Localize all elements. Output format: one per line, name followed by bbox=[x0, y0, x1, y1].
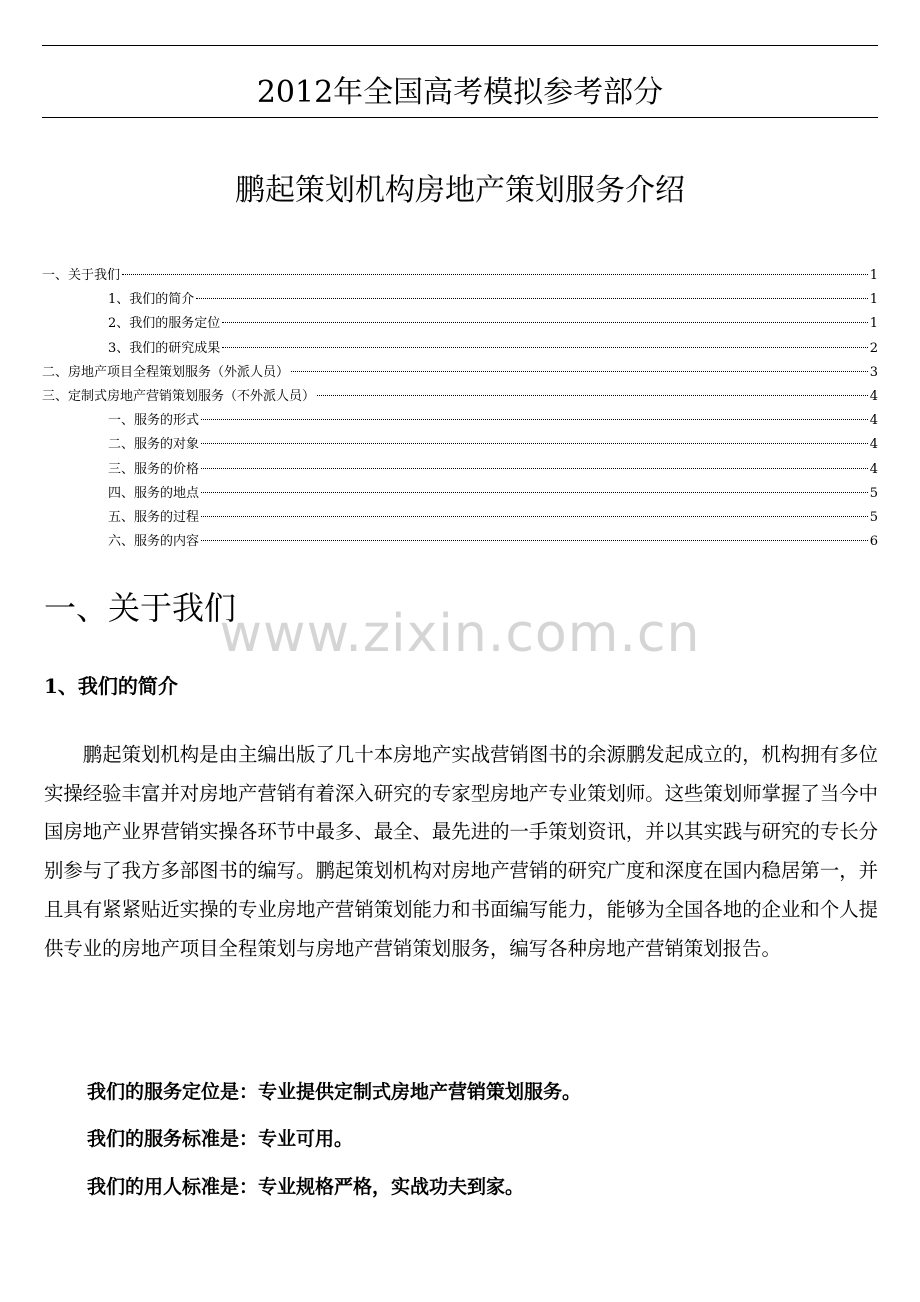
toc-entry-label: 一、关于我们 bbox=[42, 268, 121, 283]
toc-leader bbox=[291, 371, 868, 372]
toc-entry-label: 五、服务的过程 bbox=[108, 509, 200, 525]
toc-entry-page: 1 bbox=[869, 292, 878, 308]
toc-entry-label: 3、我们的研究成果 bbox=[108, 340, 221, 356]
toc-leader bbox=[201, 540, 868, 541]
toc-entry[interactable] bbox=[42, 385, 878, 409]
hiring-standard-statement: 我们的用人标准是：专业规格严格，实战功夫到家。 bbox=[87, 1176, 525, 1198]
toc-entry[interactable] bbox=[42, 458, 878, 482]
service-standard-statement: 我们的服务标准是：专业可用。 bbox=[87, 1128, 354, 1150]
toc-entry[interactable] bbox=[42, 337, 878, 361]
toc-leader bbox=[317, 395, 868, 396]
toc-entry-page: 4 bbox=[869, 437, 878, 453]
section-heading: 一、关于我们 bbox=[44, 589, 237, 627]
toc-entry[interactable] bbox=[42, 482, 878, 506]
toc-entry-page: 1 bbox=[869, 316, 878, 332]
table-of-contents bbox=[42, 264, 878, 554]
toc-entry[interactable] bbox=[42, 312, 878, 336]
intro-paragraph: 鹏起策划机构是由主编出版了几十本房地产实战营销图书的余源鹏发起成立的，机构拥有多位实操经验丰富并对房地产营销有着深入研究的专家型房地产专业策划师。这些策划师掌握了当今中国房地产业界营销实操各环节中最多、最全、最先进的一手策划资讯，并以其实践与研究的专长分别参与了我方多部图书的编写。鹏起策划机构对房地产营销的研究广度和深度在国内稳居第一，并且具有紧紧贴近实操的专业房地产营销策划能力和书面编写能力，能够为全国各地的企业和个人提供专业的房地产项目全程策划与房地产营销策划服务，编写各种房地产营销策划报告。 bbox=[44, 743, 878, 960]
toc-entry[interactable] bbox=[42, 288, 878, 312]
toc-entry-page: 4 bbox=[869, 388, 878, 404]
toc-entry[interactable] bbox=[42, 409, 878, 433]
toc-entry-label: 二、服务的对象 bbox=[108, 437, 200, 453]
toc-leader bbox=[201, 516, 868, 517]
toc-entry-label: 2、我们的服务定位 bbox=[108, 316, 221, 332]
toc-entry[interactable] bbox=[42, 361, 878, 385]
toc-leader bbox=[201, 492, 868, 493]
toc-entry-page: 6 bbox=[869, 534, 878, 550]
toc-entry[interactable] bbox=[42, 530, 878, 554]
toc-leader bbox=[201, 468, 868, 469]
toc-leader bbox=[122, 274, 868, 275]
service-positioning-statement: 我们的服务定位是：专业提供定制式房地产营销策划服务。 bbox=[87, 1081, 582, 1103]
toc-leader bbox=[222, 347, 867, 348]
toc-leader bbox=[196, 298, 867, 299]
toc-entry-page: 3 bbox=[869, 364, 878, 380]
toc-entry-label: 三、服务的价格 bbox=[108, 461, 200, 477]
toc-entry[interactable] bbox=[42, 264, 878, 288]
toc-entry-page: 5 bbox=[869, 509, 878, 525]
toc-entry-page: 1 bbox=[869, 268, 878, 283]
toc-entry-page: 4 bbox=[869, 413, 878, 429]
toc-entry[interactable] bbox=[42, 433, 878, 457]
toc-entry-label: 六、服务的内容 bbox=[108, 534, 200, 550]
page-header-title: 2012年全国高考模拟参考部分 bbox=[256, 75, 664, 110]
document-title: 鹏起策划机构房地产策划服务介绍 bbox=[235, 173, 685, 208]
toc-entry-page: 2 bbox=[869, 340, 878, 356]
header-rule-top bbox=[42, 45, 878, 46]
toc-leader bbox=[201, 443, 868, 444]
toc-entry-label: 一、服务的形式 bbox=[108, 413, 200, 429]
header-rule-bottom bbox=[42, 117, 878, 118]
toc-entry-label: 四、服务的地点 bbox=[108, 485, 200, 501]
toc-entry-page: 5 bbox=[869, 485, 878, 501]
toc-entry[interactable] bbox=[42, 506, 878, 530]
toc-entry-label: 三、定制式房地产营销策划服务（不外派人员） bbox=[42, 388, 316, 404]
toc-entry-label: 二、房地产项目全程策划服务（外派人员） bbox=[42, 364, 290, 380]
toc-leader bbox=[201, 419, 868, 420]
toc-entry-page: 4 bbox=[869, 461, 878, 477]
toc-leader bbox=[222, 322, 867, 323]
toc-entry-label: 1、我们的简介 bbox=[108, 292, 195, 308]
watermark: www.zixin.com.cn bbox=[219, 604, 701, 664]
subsection-heading: 1、我们的简介 bbox=[44, 674, 178, 698]
